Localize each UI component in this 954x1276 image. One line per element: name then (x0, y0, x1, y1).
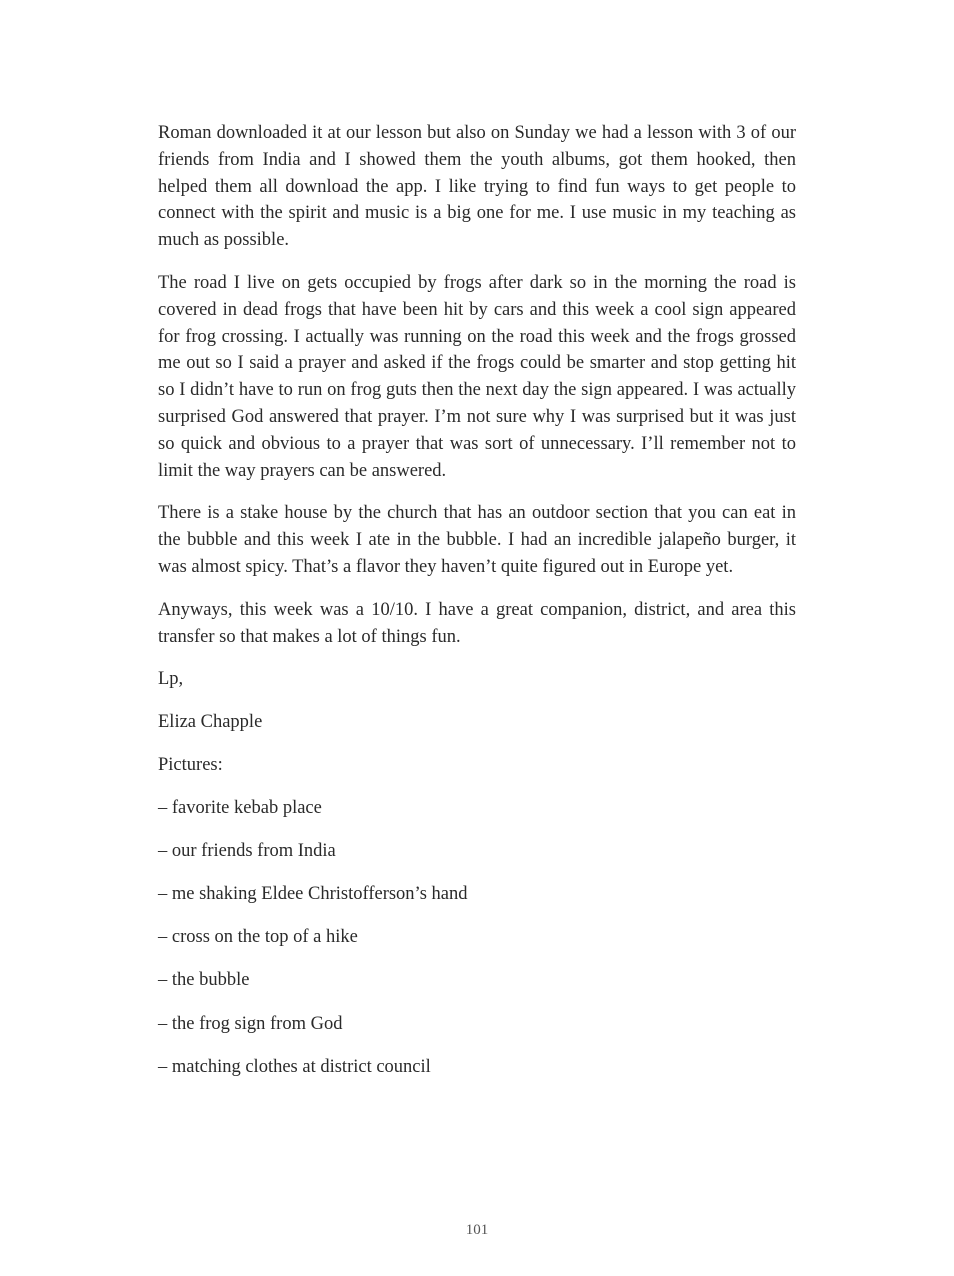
list-item: – the bubble (158, 970, 250, 991)
paragraph-frog-sign: The road I live on gets occupied by frogs after dark so in the morning the road is covered in dead frogs that have been hit by cars and this week a cool sign appeared for frog crossing. I actually was running on the road this week and the frogs grossed me out so I said a prayer and asked if the frogs could be smarter and stop getting hit so I didn’t have to run on frog guts then the next day the sign appeared. I was actually surprised God answered that prayer. I’m not sure why I was surprised but it was just so quick and obvious to a prayer that was sort of unnecessary. I’ll remember not to limit the way prayers can be answered. (158, 272, 796, 481)
paragraph-app-download: Roman downloaded it at our lesson but also on Sunday we had a lesson with 3 of our friends from India and I showed them the youth albums, got them hooked, then helped them all download the app. I like trying to find fun ways to get people to connect with the spirit and music is a big one for me. I use music in my teaching as much as possible. (158, 123, 796, 251)
signature: Eliza Chapple (158, 712, 263, 733)
list-item: – cross on the top of a hike (158, 927, 358, 948)
paragraph-summary: Anyways, this week was a 10/10. I have a great companion, district, and area this transfer so that makes a lot of things fun. (158, 599, 796, 647)
pictures-list (158, 795, 796, 1081)
closing: Lp, (158, 669, 184, 690)
list-item: – our friends from India (158, 840, 336, 861)
pictures-heading: Pictures: (158, 754, 223, 775)
paragraph-stake-house: There is a stake house by the church that has an outdoor section that you can eat in the bubble and this week I ate in the bubble. I had an incredible jalapeño burger, it was almost spicy. That’s a flavor they haven’t quite figured out in Europe yet. (158, 503, 796, 577)
page-number: 101 (465, 1222, 489, 1238)
letter-body (158, 120, 796, 1097)
list-item: – matching clothes at district council (158, 1056, 431, 1077)
list-item: – favorite kebab place (158, 797, 322, 818)
list-item: – me shaking Eldee Christofferson’s hand (158, 884, 468, 905)
list-item: – the frog sign from God (158, 1013, 343, 1034)
